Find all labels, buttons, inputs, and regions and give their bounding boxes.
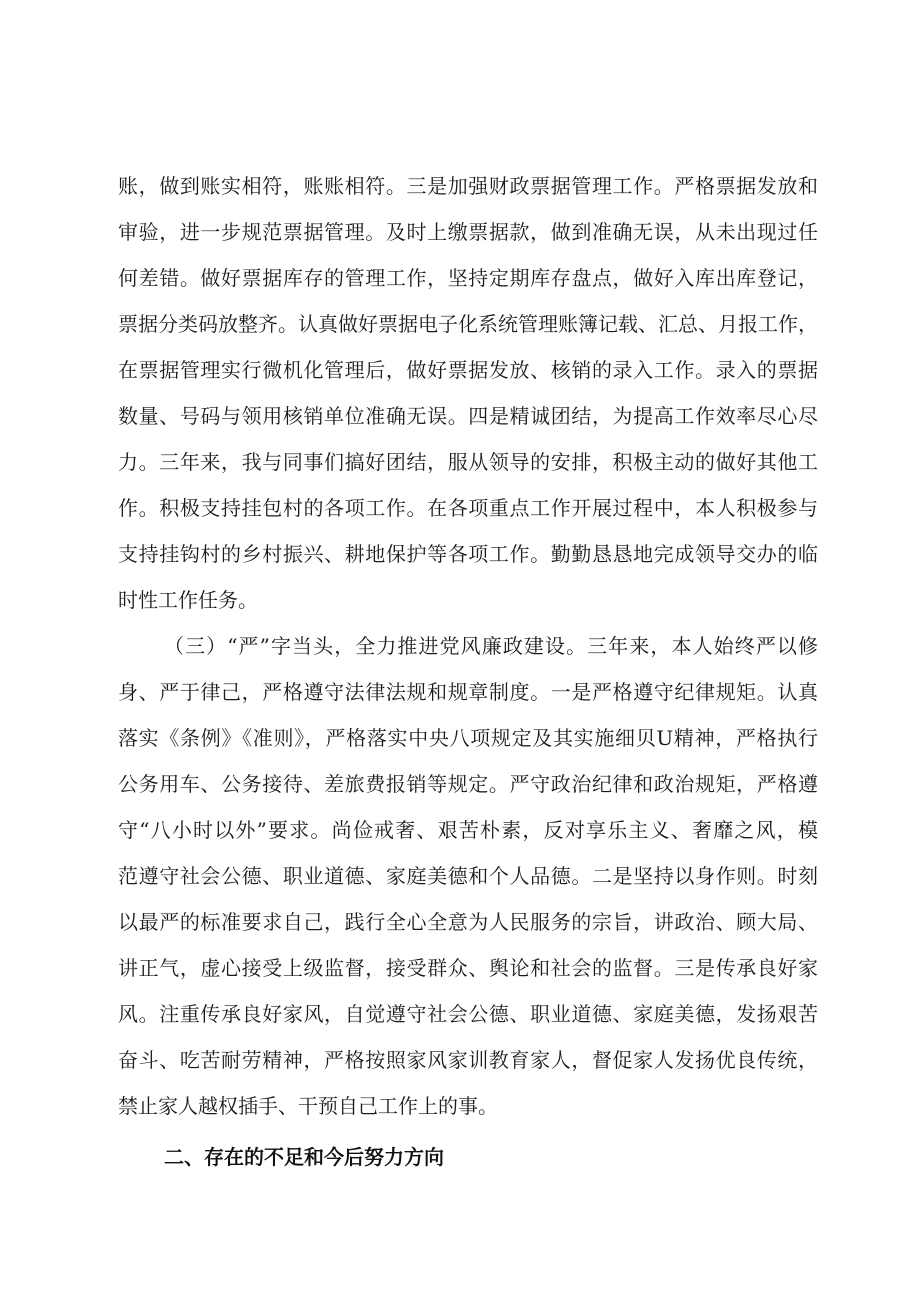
text-line: （三）“严”字当头，全力推进党风廉政建设。三年来，本人始终严以修 xyxy=(164,634,818,658)
text-line: 范遵守社会公德、职业道德、家庭美德和个人品德。二是坚持以身作则。时刻 xyxy=(118,864,818,888)
text-line: 何差错。做好票据库存的管理工作，坚持定期库存盘点，做好入库出库登记， xyxy=(118,266,818,290)
text-line: 时性工作任务。 xyxy=(118,588,258,612)
text-line: 公务用车、公务接待、差旅费报销等规定。严守政治纪律和政治规矩，严格遵 xyxy=(118,772,818,796)
text-line: 讲正气，虚心接受上级监督，接受群众、舆论和社会的监督。三是传承良好家 xyxy=(118,956,818,980)
text-line: 支持挂钩村的乡村振兴、耕地保护等各项工作。勤勤恳恳地完成领导交办的临 xyxy=(118,542,818,566)
text-line: 作。积极支持挂包村的各项工作。在各项重点工作开展过程中，本人积极参与 xyxy=(118,496,818,520)
text-line: 票据分类码放整齐。认真做好票据电子化系统管理账簿记载、汇总、月报工作， xyxy=(118,312,818,336)
text-line: 以最严的标准要求自己，践行全心全意为人民服务的宗旨，讲政治、顾大局、 xyxy=(118,910,818,934)
text-line: 在票据管理实行微机化管理后，做好票据发放、核销的录入工作。录入的票据 xyxy=(118,358,818,382)
text-line: 落实《条例》《准则》，严格落实中央八项规定及其实施细贝U精神，严格执行 xyxy=(118,726,818,750)
text-line: 禁止家人越权插手、干预自己工作上的事。 xyxy=(118,1094,498,1118)
text-line: 奋斗、吃苦耐劳精神，严格按照家风家训教育家人，督促家人发扬优良传统， xyxy=(118,1048,818,1072)
text-line: 数量、号码与领用核销单位准确无误。四是精诚团结，为提高工作效率尽心尽 xyxy=(118,404,818,428)
text-line: 力。三年来，我与同事们搞好团结，服从领导的安排，积极主动的做好其他工 xyxy=(118,450,818,474)
text-line: 身、严于律己，严格遵守法律法规和规章制度。一是严格遵守纪律规矩。认真 xyxy=(118,680,818,704)
text-line: 守“八小时以外”要求。尚俭戒奢、艰苦朴素，反对享乐主义、奢靡之风，模 xyxy=(118,818,818,842)
section-heading: 二、存在的不足和今后努力方向 xyxy=(164,1145,444,1169)
text-line: 风。注重传承良好家风，自觉遵守社会公德、职业道德、家庭美德，发扬艰苦 xyxy=(118,1002,818,1026)
text-line: 账，做到账实相符，账账相符。三是加强财政票据管理工作。严格票据发放和 xyxy=(118,174,818,198)
text-line: 审验，进一步规范票据管理。及时上缴票据款，做到准确无误，从未出现过任 xyxy=(118,220,818,244)
